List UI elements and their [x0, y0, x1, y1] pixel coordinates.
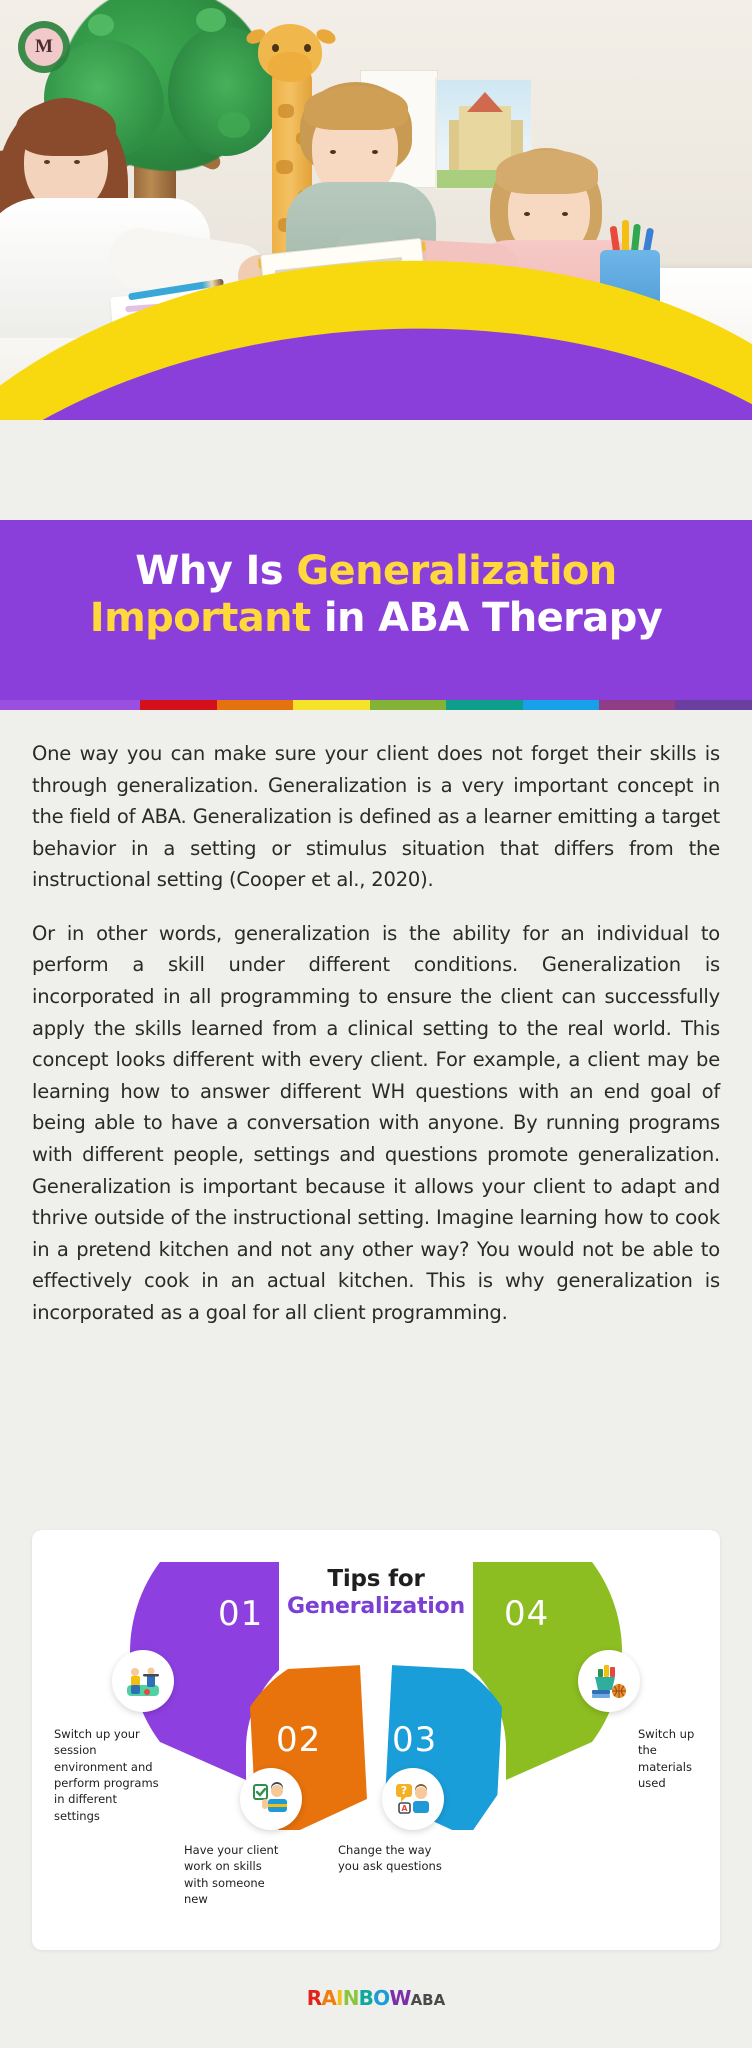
hero-photo: [0, 0, 752, 420]
logo-aba-suffix: ABA: [410, 1991, 446, 2009]
giraffe-spot-icon: [278, 104, 294, 118]
logo-letter: B: [358, 1986, 374, 2010]
article-paragraph: One way you can make sure your client does not forget their skills is through generalization. Generalization is a very important concept in the field of ABA. Generalization is defined as a learner emitting a target behavior in a setting or stimulus situation that differs from the instructional setting (Cooper et al., 2020).: [32, 742, 720, 892]
step-text-04: Switch up the materials used: [638, 1727, 695, 1790]
leaf-dot-icon: [196, 8, 226, 32]
article-body: [32, 738, 720, 1350]
stripe-segment: [675, 700, 751, 710]
boy-fringe: [304, 86, 408, 130]
logo-rainbow-word: [307, 1986, 411, 2010]
stripe-segment: [293, 700, 369, 710]
step-number-01: 01: [218, 1594, 264, 1634]
giraffe-snout-icon: [268, 52, 312, 82]
boy-eye-left: [330, 150, 336, 154]
article-paragraph: Or in other words, generalization is the ability for an individual to perform a skill under different conditions. Generalization is incorporated in all programming to ensure the client can successfully apply the skills learned from a clinical setting to the real world. This concept looks different with every client. For example, a client may be learning how to answer different WH questions with an end goal of being able to have a conversation with anyone. By running programs with different people, settings and questions promote generalization. Generalization is important because it allows your client to adapt and thrive outside of the instructional setting. Imagine learning how to cook in a pretend kitchen and not any other way? You would not be able to effectively cook in an actual kitchen. This is why generalization is incorporated as a goal for all client programming.: [32, 921, 720, 1324]
step-text-02: Have your client work on skills with someone new: [184, 1843, 279, 1906]
tips-infographic-card: [32, 1530, 720, 1950]
page-title-highlight-1: Generalization: [296, 548, 617, 594]
stripe-segment: [446, 700, 522, 710]
supplies-basketball-icon: [578, 1650, 640, 1712]
painting-roof: [467, 92, 503, 112]
woman-hair-top: [16, 100, 116, 156]
question-speech-icon: [382, 1768, 444, 1830]
stripe-segment: [523, 700, 599, 710]
mural-badge: M: [25, 28, 63, 66]
park-playground-icon: [112, 1650, 174, 1712]
leaf-dot-icon: [88, 14, 114, 36]
stripe-segment: [599, 700, 675, 710]
page-title: [0, 548, 752, 642]
person-checklist-icon-svg: [251, 1779, 291, 1819]
rainbow-stripe-bar: [0, 700, 752, 710]
park-playground-icon-svg: [123, 1661, 163, 1701]
stripe-segment: [217, 700, 293, 710]
logo-letter: W: [389, 1986, 411, 2010]
giraffe-spot-icon: [276, 160, 293, 174]
svg-text:A: A: [401, 1804, 408, 1813]
question-speech-icon-svg: [393, 1779, 433, 1819]
brand-logo[interactable]: [0, 1986, 752, 2010]
giraffe-eye-left-icon: [272, 44, 279, 52]
stripe-segment: [0, 700, 140, 710]
leaf-dot-icon: [218, 112, 250, 138]
woman-eye-left: [44, 160, 50, 164]
person-checklist-icon: [240, 1768, 302, 1830]
page-title-highlight-2: Important: [89, 595, 311, 642]
logo-letter: R: [306, 1986, 322, 2010]
step-number-03: 03: [392, 1720, 438, 1760]
woman-eye-right: [74, 160, 80, 164]
step-number-02: 02: [276, 1720, 322, 1760]
infographic-title-line1: Tips for: [327, 1566, 425, 1592]
stripe-segment: [140, 700, 216, 710]
svg-text:?: ?: [400, 1784, 408, 1797]
girl-eye-left: [524, 212, 530, 216]
logo-letter: N: [342, 1986, 359, 2010]
boy-eye-right: [372, 150, 378, 154]
logo-letter: I: [336, 1986, 343, 2010]
giraffe-eye-right-icon: [304, 44, 311, 52]
page-title-plain-2: in ABA Therapy: [310, 595, 663, 642]
supplies-basketball-icon-svg: [589, 1661, 629, 1701]
page-title-plain-1: Why Is: [135, 548, 297, 594]
step-text-01: Switch up your session environment and perform programs in different settings: [54, 1727, 159, 1823]
girl-fringe: [496, 150, 598, 194]
infographic-title-line2: Generalization: [286, 1594, 466, 1619]
logo-letter: A: [321, 1986, 337, 2010]
stripe-segment: [370, 700, 446, 710]
step-text-03: Change the way you ask questions: [338, 1843, 442, 1874]
girl-eye-right: [562, 212, 568, 216]
logo-letter: O: [373, 1986, 390, 2010]
step-number-04: 04: [504, 1594, 550, 1634]
